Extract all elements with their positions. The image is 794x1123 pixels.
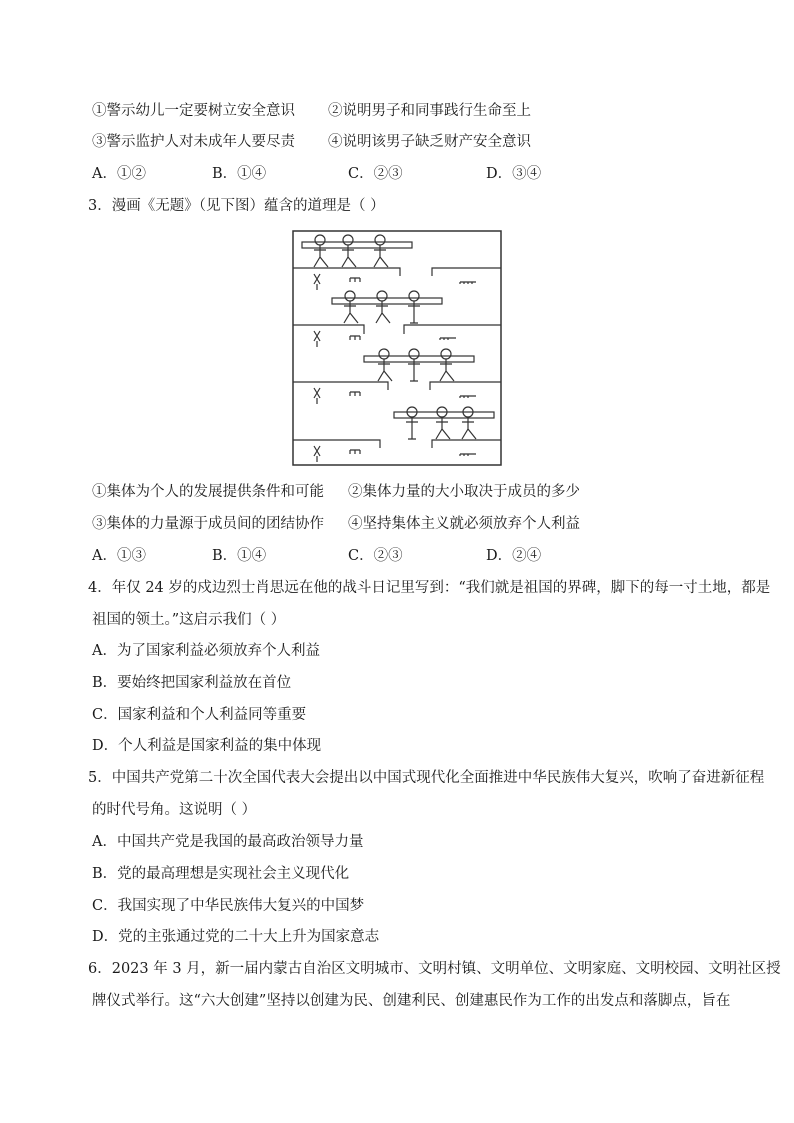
- q4-option-a[interactable]: A．为了国家利益必须放弃个人利益: [92, 643, 320, 659]
- q4-option-c[interactable]: C．国家利益和个人利益同等重要: [92, 707, 307, 723]
- q3-statement-4: ④坚持集体主义就必须放弃个人利益: [348, 516, 580, 532]
- q3-statement-2: ②集体力量的大小取决于成员的多少: [348, 484, 580, 500]
- q3-stem: 3．漫画《无题》（见下图）蕴含的道理是（ ）: [88, 198, 385, 214]
- q2-option-c[interactable]: C．②③: [348, 166, 403, 182]
- q5-option-c[interactable]: C．我国实现了中华民族伟大复兴的中国梦: [92, 898, 365, 914]
- q2-option-d[interactable]: D．③④: [486, 166, 542, 182]
- q3-statement-1: ①集体为个人的发展提供条件和可能: [92, 484, 324, 500]
- q2-option-b[interactable]: B．①④: [212, 166, 267, 182]
- q3-option-b[interactable]: B．①④: [212, 548, 267, 564]
- q5-stem-continued: 的时代号角。这说明（ ）: [92, 802, 257, 818]
- q5-option-b[interactable]: B．党的最高理想是实现社会主义现代化: [92, 866, 350, 882]
- cartoon-untitled-image: [292, 230, 502, 466]
- q3-statement-3: ③集体的力量源于成员间的团结协作: [92, 516, 324, 532]
- q2-statement-2: ②说明男子和同事践行生命至上: [328, 103, 531, 119]
- q2-option-a[interactable]: A．①②: [92, 166, 146, 182]
- q3-option-a[interactable]: A．①③: [92, 548, 146, 564]
- q3-option-c[interactable]: C．②③: [348, 548, 403, 564]
- q4-option-b[interactable]: B．要始终把国家利益放在首位: [92, 675, 292, 691]
- q3-option-d[interactable]: D．②④: [486, 548, 542, 564]
- q5-option-d[interactable]: D．党的主张通过党的二十大上升为国家意志: [92, 929, 380, 945]
- q6-stem-continued: 牌仪式举行。这“六大创建”坚持以创建为民、创建利民、创建惠民作为工作的出发点和落脚点，旨在: [92, 993, 731, 1009]
- q2-statement-3: ③警示监护人对未成年人要尽责: [92, 134, 295, 150]
- q5-option-a[interactable]: A．中国共产党是我国的最高政治领导力量: [92, 834, 364, 850]
- q4-stem-continued: 祖国的领土。”这启示我们（ ）: [92, 612, 286, 628]
- q2-statement-4: ④说明该男子缺乏财产安全意识: [328, 134, 531, 150]
- q2-statement-1: ①警示幼儿一定要树立安全意识: [92, 103, 295, 119]
- q6-stem: 6．2023 年 3 月，新一届内蒙古自治区文明城市、文明村镇、文明单位、文明家庭、文明校园、文明社区授: [88, 961, 781, 977]
- q5-stem: 5．中国共产党第二十次全国代表大会提出以中国式现代化全面推进中华民族伟大复兴，吹响了奋进新征程: [88, 770, 765, 786]
- q4-option-d[interactable]: D．个人利益是国家利益的集中体现: [92, 738, 322, 754]
- q4-stem: 4．年仅 24 岁的戍边烈士肖思远在他的战斗日记里写到：“我们就是祖国的界碑，脚下的每一寸土地，都是: [88, 580, 771, 596]
